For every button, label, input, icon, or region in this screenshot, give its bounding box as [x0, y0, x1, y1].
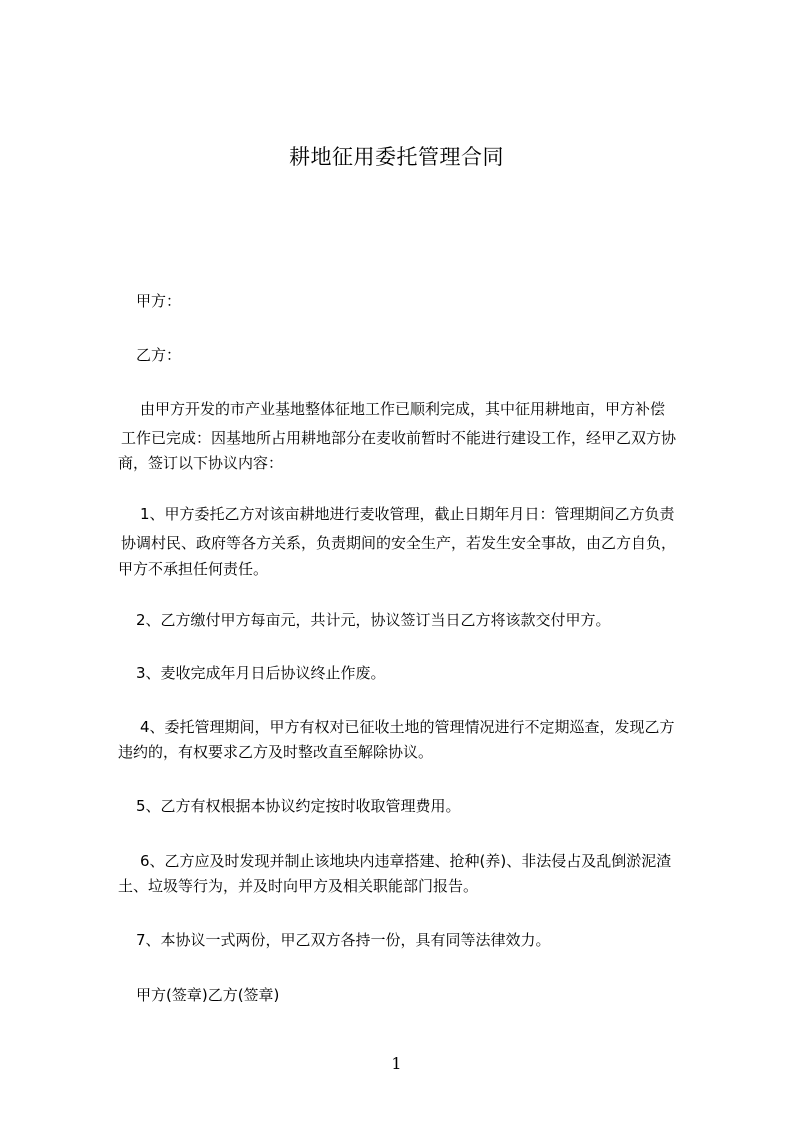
clause-6-line-2: 土、垃圾等行为，并及时向甲方及相关职能部门报告。 — [118, 877, 479, 895]
clause-5-line-1: 5、乙方有权根据本协议约定按时收取管理费用。 — [136, 797, 461, 815]
clause-1-line-2: 协调村民、政府等各方关系，负责期间的安全生产，若发生安全事故，由乙方自负， — [121, 534, 677, 552]
clause-6-line-1: 6、乙方应及时发现并制止该地块内违章搭建、抢种(养)、非法侵占及乱倒淤泥渣 — [140, 852, 672, 870]
signature-line: 甲方(签章)乙方(签章) — [136, 986, 280, 1004]
intro-line-1: 由甲方开发的市产业基地整体征地工作已顺利完成，其中征用耕地亩，甲方补偿 — [140, 400, 666, 418]
clause-1-line-1: 1、甲方委托乙方对该亩耕地进行麦收管理，截止日期年月日：管理期间乙方负责 — [140, 505, 675, 523]
document-title: 耕地征用委托管理合同 — [289, 145, 504, 169]
clause-1-line-3: 甲方不承担任何责任。 — [118, 560, 269, 578]
clause-2-line-1: 2、乙方缴付甲方每亩元，共计元，协议签订当日乙方将该款交付甲方。 — [136, 611, 611, 629]
clause-4-line-1: 4、委托管理期间，甲方有权对已征收土地的管理情况进行不定期巡查，发现乙方 — [140, 718, 675, 736]
party-b-line: 乙方： — [136, 346, 182, 364]
clause-4-line-2: 违约的，有权要求乙方及时整改直至解除协议。 — [118, 743, 434, 761]
party-a-line: 甲方： — [136, 292, 182, 310]
page-number: 1 — [391, 1054, 402, 1073]
intro-line-2: 工作已完成：因基地所占用耕地部分在麦收前暂时不能进行建设工作，经甲乙双方协 — [121, 429, 677, 447]
clause-7-line-1: 7、本协议一式两份，甲乙双方各持一份，具有同等法律效力。 — [136, 931, 551, 949]
intro-line-3: 商，签订以下协议内容： — [118, 454, 284, 472]
clause-3-line-1: 3、麦收完成年月日后协议终止作废。 — [136, 664, 386, 682]
